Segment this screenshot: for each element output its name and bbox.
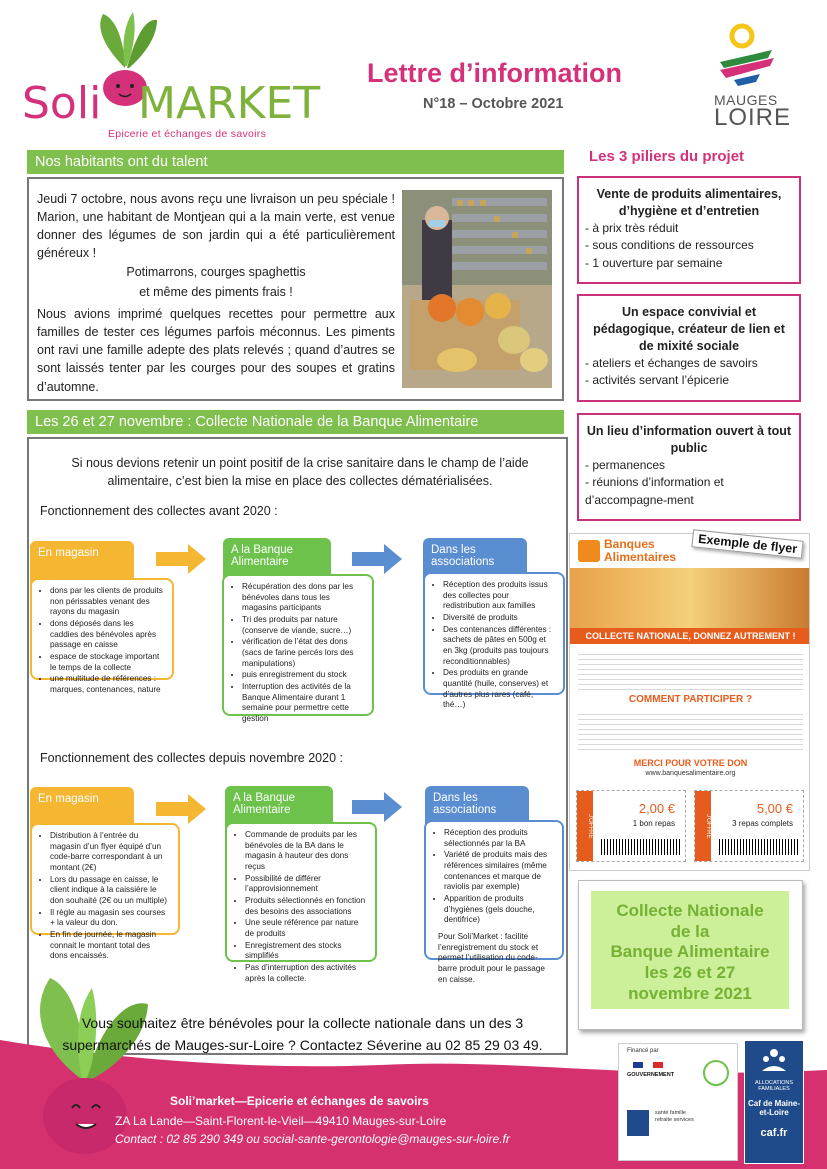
section-heading-collecte: Les 26 et 27 novembre : Collecte Nationale de la Banque Alimentaire — [27, 410, 564, 434]
barcode-icon — [601, 839, 681, 855]
flyer-text-lines — [578, 650, 803, 690]
before-col3-body: • Réception des produits issus des collectes pour redistribution aux familles • Diversité de produits • Des contenances différentes : sachets de pâtes en 500g et en 3kg (produits pas toujours reconditionnables) • Des produits en grande quantité (huile, conserves) et d’autres plus rares (café, thé…) — [423, 572, 565, 695]
flyer — [569, 533, 810, 871]
footer-address: ZA La Lande—Saint-Florent-le-Vieil—49410 Mauges-sur-Loire — [115, 1114, 447, 1128]
mauges-logo-line2: LOIRE — [714, 104, 792, 131]
french-flag-icon — [633, 1062, 663, 1068]
flyer-brand-2: Alimentaires — [604, 549, 677, 564]
section-heading-habitants: Nos habitants ont du talent — [27, 150, 564, 174]
flyer-steps — [578, 710, 803, 754]
flyer-tag: Exemple de flyer — [691, 529, 804, 559]
after-col1-header: En magasin — [30, 787, 134, 847]
flyer-how: COMMENT PARTICIPER ? — [628, 694, 753, 705]
before-col3-header: Dans les associations — [423, 538, 527, 598]
flyer-merci: MERCI POUR VOTRE DON — [633, 758, 748, 768]
msa-logo-icon — [627, 1110, 649, 1136]
after-col3-header: Dans les associations — [425, 786, 529, 846]
vegetables-photo — [402, 190, 552, 388]
pilier-box-3: Un lieu d’information ouvert à tout public - permanences - réunions d’information et d’accompagne-ment — [577, 413, 801, 521]
france-relance-icon — [703, 1060, 729, 1086]
habitants-para-2: Nous avions imprimé quelques recettes pour permettre aux familles de tester ces légumes parfois méconnus. Les piments ont ravi une famille adepte des plats relevés ; quand d’autres se sont laissés tenter par les courges pour des soupes et gratins d’automne. — [37, 307, 395, 394]
arrow-right-icon — [156, 544, 206, 574]
logo-subtitle: Epicerie et échanges de savoirs — [108, 128, 267, 140]
after-col3-body: • Réception des produits sélectionnés par la BA • Variété de produits mais des références similaires (même contenances et marque de raviolis par exemple) • Apparition de produits d’hygiènes (gels douche, dentifrice) Pour Soli’Market : facilite l’enregistrement du stock et permet l’utilisation du code-barre produit pour le passage en caisse. — [424, 820, 564, 960]
flyer-brand-1: Banques — [604, 537, 655, 551]
caf-name-label: Caf de Maine-et-Loire — [747, 1098, 800, 1117]
pilier-box-2: Un espace convivial et pédagogique, créateur de lien et de mixité sociale - ateliers et échanges de savoirs - activités servant l’épicerie — [577, 294, 801, 402]
collecte-highlight-box — [578, 880, 803, 1030]
logo-soli: Soli — [22, 78, 102, 129]
arrow-right-icon — [352, 792, 402, 822]
habitants-center-1: Potimarrons, courges spaghettis — [126, 265, 306, 279]
caf-logo — [744, 1040, 804, 1164]
caf-fr-label: caf.fr — [760, 1127, 788, 1139]
before-col2-body: • Récupération des dons par les bénévoles dans tous les magasins participants • Tri des produits par nature (conserve de viande, sucre…) • vérification de l’état des dons (sacs de farine percés lors des manipulations) • puis enregistrement du stock • Interruption des activités de la Banque Alimentaire durant 1 semaine pour permettre cette gestion — [222, 574, 374, 716]
volunteer-callout: Vous souhaitez être bénévoles pour la collecte nationale dans un des 3 supermarchés de Mauges-sur-Loire ? Contactez Séverine au 02 85 29 03 49. — [62, 1015, 543, 1053]
flyer-voucher-2[interactable]: J'OFFRE 5,00 € 3 repas complets — [694, 790, 804, 862]
flyer-voucher-1[interactable]: J'OFFRE 2,00 € 1 bon repas — [576, 790, 686, 862]
arrow-right-icon — [156, 794, 206, 824]
pilier-box-1: Vente de produits alimentaires, d’hygiène et d’entretien - à prix très réduit - sous conditions de ressources - 1 ouverture par semaine — [577, 176, 801, 284]
page-title: Lettre d’information — [367, 58, 622, 88]
caf-family-icon — [759, 1047, 789, 1073]
habitants-center-2: et même des piments frais ! — [139, 285, 293, 299]
collecte-line-1: Collecte Nationale — [616, 901, 764, 920]
funded-by-label: Financé par — [627, 1048, 659, 1054]
barcode-icon — [719, 839, 799, 855]
mauges-logo-icon — [716, 22, 776, 92]
gouvernement-label: GOUVERNEMENT — [627, 1072, 675, 1078]
collecte-line-5: novembre 2021 — [628, 983, 752, 1003]
flyer-url: www.banquesalimentaire.org — [645, 770, 736, 777]
before-col2-header: A la Banque Alimentaire — [223, 538, 331, 598]
arrow-right-icon — [352, 544, 402, 574]
before-2020-label: Fonctionnement des collectes avant 2020 : — [40, 504, 278, 518]
after-2020-label: Fonctionnement des collectes depuis novembre 2020 : — [40, 751, 343, 765]
after-col2-header: A la Banque Alimentaire — [225, 786, 333, 846]
funders-panel — [618, 1043, 738, 1161]
after-col1-body: • Distribution à l’entrée du magasin d’un flyer équipé d’un code-barre correspondant à un montant (2€) • Lors du passage en caisse, le client indique à la caissière le don souhaité (2€ ou un multiple) • Il règle au magasin ses courses + la valeur du don. • En fin de journée, le magasin connait le montant total des dons encaissés. — [30, 823, 180, 935]
collecte-line-4: les 26 et 27 — [644, 963, 736, 983]
before-col1-header: En magasin — [30, 541, 134, 601]
mauges-logo-line1: MAUGES — [714, 92, 778, 108]
collecte-line-2: de la — [670, 921, 710, 941]
msa-label: santé famille retraite services — [655, 1110, 694, 1123]
footer-name: Soli’market—Epicerie et échanges de savoirs — [170, 1094, 429, 1108]
banque-alimentaire-logo-icon — [578, 540, 600, 562]
caf-alloc-label: ALLOCATIONS FAMILIALES — [754, 1080, 794, 1093]
footer-contact: Contact : 02 85 290 349 ou social-sante-gerontologie@mauges-sur-loire.fr — [115, 1132, 510, 1146]
flyer-photo — [570, 568, 810, 628]
flyer-banner: COLLECTE NATIONALE, DONNEZ AUTREMENT ! — [570, 628, 810, 644]
piliers-title: Les 3 piliers du projet — [589, 148, 745, 165]
logo-market: MARKET — [138, 78, 321, 129]
collecte-line-3: Banque Alimentaire — [610, 942, 770, 962]
issue-number: N°18 – Octobre 2021 — [423, 96, 564, 112]
collecte-intro: Si nous devions retenir un point positif de la crise sanitaire dans le champ de l’aide alimentaire, c’est bien la mise en place des collectes dématérialisées. — [71, 456, 529, 489]
after-col2-body: • Commande de produits par les bénévoles de la BA dans le magasin à hauteur des dons reçus • Possibilité de différer l’approvisionnement • Produits sélectionnés en fonction des besoins des associations • Une seule référence par nature de produits • Enregistrement des stocks simplifiés • Pas d’interruption des activités après la collecte. — [225, 822, 377, 962]
habitants-para-1: Jeudi 7 octobre, nous avons reçu une livraison un peu spéciale ! Marion, une habitant de Montjean qui a la main verte, est venue donner des légumes de son jardin qui a été particulièrement généreux ! — [37, 192, 395, 261]
before-col1-body: • dons par les clients de produits non périssables venant des rayons du magasin • dons déposés dans les caddies des bénévoles après passage en caisse • espace de stockage important le temps de la collecte • une multitude de références : marques, contenances, nature — [30, 578, 174, 680]
